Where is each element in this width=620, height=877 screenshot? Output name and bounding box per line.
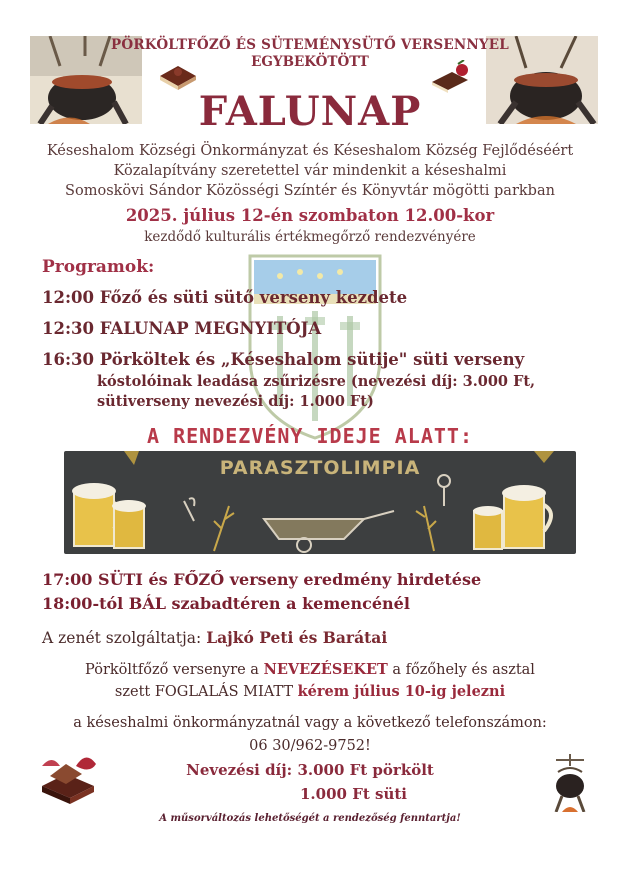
intro-subtitle: kezdődő kulturális értékmegőrző rendezvényére — [144, 229, 476, 245]
beer-mug-icon — [473, 485, 551, 549]
registration-line-2-pre: szett FOGLALÁS MIATT — [114, 684, 293, 700]
parasztolimpia-banner — [64, 451, 576, 554]
registration-line-1 — [0, 661, 620, 678]
footer-note: A műsorváltozás lehetőségét a rendezőség fenntartja! — [159, 813, 461, 824]
phone-number: 06 30/962-9752! — [249, 738, 371, 754]
registration-line-1-pre: Pörköltfőző versenyre a — [85, 662, 259, 678]
intro-line-2: Közalapítvány szeretettel vár mindenkit a késeshalmi — [113, 163, 507, 179]
fee-line-1: Nevezési díj: 3.000 Ft pörkölt — [186, 761, 434, 779]
registration-line-3: a késeshalmi önkormányzatnál vagy a következő telefonszámon: — [73, 715, 547, 731]
banner-heading: A RENDEZVÉNY IDEJE ALATT: — [146, 424, 474, 448]
program-item-3-line-2: kóstolóinak leadása zsűrizésre (nevezési díj: 3.000 Ft, — [97, 373, 536, 390]
music-prefix: A zenét szolgáltatja: — [42, 629, 202, 647]
kettle-icon — [548, 752, 592, 812]
program-item-3: 16:30 Pörköltek és „Késeshalom sütije" süti verseny — [42, 350, 525, 369]
registration-line-1-post: a főzőhely és asztal — [392, 662, 535, 678]
fee-line-2: 1.000 Ft süti — [300, 785, 407, 803]
program-item-3-line-3: sütiverseny nevezési díj: 1.000 Ft) — [97, 393, 374, 410]
wheelbarrow-icon — [264, 511, 394, 552]
event-date: 2025. július 12-én szombaton 12.00-kor — [125, 206, 495, 225]
program-item-1: 12:00 Főző és süti sütő verseny kezdete — [42, 288, 408, 307]
registration-line-1-bold: NEVEZÉSEKET — [263, 661, 388, 678]
music-line — [42, 628, 387, 647]
music-band: Lajkó Peti és Barátai — [206, 628, 388, 647]
parasztolimpia-title: PARASZTOLIMPIA — [219, 457, 421, 479]
village-emblem — [240, 246, 390, 442]
intro-line-3: Somoskövi Sándor Közösségi Színtér és Könyvtár mögötti parkban — [65, 183, 555, 199]
beer-mug-icon — [72, 483, 146, 548]
banner-illustrations — [64, 451, 576, 554]
header-line-1: PÖRKÖLTFŐZŐ ÉS SÜTEMÉNYSÜTŐ VERSENNYEL — [111, 37, 509, 53]
intro-line-1: Késeshalom Községi Önkormányzat és Késeshalom Község Fejlődéséért — [46, 143, 574, 159]
page-title: FALUNAP — [198, 88, 422, 135]
registration-line-2 — [0, 683, 620, 700]
chocolate-icon — [36, 746, 102, 812]
result-item-2: 18:00-tól BÁL szabadtéren a kemencénél — [42, 594, 410, 613]
program-item-2: 12:30 FALUNAP MEGNYITÓJA — [42, 319, 322, 338]
result-item-1: 17:00 SÜTI és FŐZŐ verseny eredmény hirdetése — [42, 570, 482, 589]
header-line-2: EGYBEKÖTÖTT — [251, 54, 369, 70]
registration-line-2-bold: kérem július 10-ig jelezni — [297, 683, 506, 700]
programs-heading: Programok: — [42, 257, 155, 277]
